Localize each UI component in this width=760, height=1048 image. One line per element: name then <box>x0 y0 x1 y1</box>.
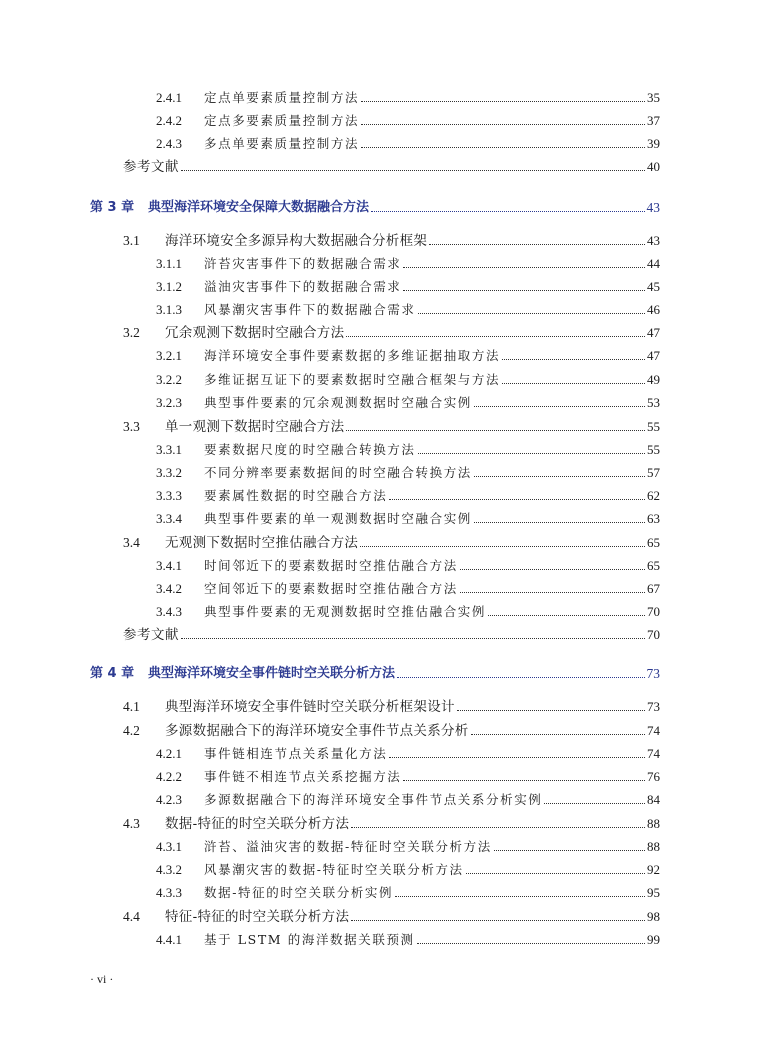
toc-subsection-entry[interactable] <box>156 482 660 504</box>
toc-subsection-entry[interactable] <box>156 763 660 785</box>
toc-dot-leader <box>395 896 645 897</box>
toc-dot-leader <box>466 873 645 874</box>
toc-entry-title: 典型事件要素的无观测数据时空推估融合实例 <box>204 604 487 619</box>
toc-entry-number: 第 3 章 <box>90 200 135 215</box>
toc-entry-page-number: 98 <box>647 909 660 924</box>
toc-entry-title: 不同分辨率要素数据间的时空融合转换方法 <box>204 465 472 480</box>
toc-entry-title: 特征-特征的时空关联分析方法 <box>165 909 350 925</box>
toc-entry-number: 4.3 <box>123 816 140 831</box>
toc-dot-leader <box>361 124 645 125</box>
toc-dot-leader <box>471 734 645 735</box>
toc-entry-number: 3.3.1 <box>156 442 182 457</box>
toc-subsection-entry[interactable] <box>156 107 660 129</box>
toc-subsection-entry[interactable] <box>156 833 660 855</box>
toc-entry-page-number: 49 <box>647 372 660 387</box>
toc-entry-page-number: 44 <box>647 256 660 271</box>
toc-entry-title: 空间邻近下的要素数据时空推估融合方法 <box>204 581 458 596</box>
toc-entry-title: 溢油灾害事件下的数据融合需求 <box>204 279 402 294</box>
toc-subsection-entry[interactable] <box>156 575 660 597</box>
toc-dot-leader <box>346 430 645 431</box>
toc-subsection-entry[interactable] <box>156 856 660 878</box>
toc-dot-leader <box>474 522 645 523</box>
toc-entry-page-number: 73 <box>647 699 660 714</box>
toc-entry-page-number: 73 <box>646 666 660 681</box>
toc-subsection-entry[interactable] <box>156 926 660 948</box>
toc-entry-number: 3.2.2 <box>156 372 182 387</box>
toc-chapter-entry[interactable] <box>90 194 660 216</box>
toc-entry-page-number: 63 <box>647 511 660 526</box>
toc-entry-number: 3.3.2 <box>156 465 182 480</box>
toc-entry-page-number: 84 <box>647 792 660 807</box>
toc-entry-number: 3.4.1 <box>156 558 182 573</box>
toc-entry-page-number: 88 <box>647 839 660 854</box>
toc-entry-number: 第 4 章 <box>90 666 135 681</box>
toc-entry-number: 3.1 <box>123 233 140 248</box>
toc-entry-page-number: 74 <box>647 746 660 761</box>
toc-dot-leader <box>460 569 645 570</box>
toc-entry-page-number: 45 <box>647 279 660 294</box>
toc-subsection-entry[interactable] <box>156 552 660 574</box>
toc-entry-number: 3.2 <box>123 325 140 340</box>
toc-dot-leader <box>360 546 645 547</box>
toc-dot-leader <box>346 336 645 337</box>
toc-entry-page-number: 76 <box>647 769 660 784</box>
toc-dot-leader <box>457 710 645 711</box>
toc-entry-title: 事件链不相连节点关系挖掘方法 <box>204 769 402 784</box>
toc-entry-page-number: 92 <box>647 862 660 877</box>
toc-entry-number: 4.2 <box>123 723 140 738</box>
toc-entry-number: 3.2.1 <box>156 348 182 363</box>
toc-entry-number: 3.4.2 <box>156 581 182 596</box>
toc-entry-number: 4.4 <box>123 909 140 924</box>
toc-entry-title: 海洋环境安全多源异构大数据融合分析框架 <box>165 233 428 249</box>
toc-entry-title: 多源数据融合下的海洋环境安全事件节点关系分析实例 <box>204 792 543 807</box>
toc-entry-title: 要素属性数据的时空融合方法 <box>204 488 388 503</box>
toc-dot-leader <box>389 757 645 758</box>
toc-entry-title: 数据-特征的时空关联分析方法 <box>165 816 350 832</box>
toc-entry-number: 3.1.3 <box>156 302 182 317</box>
toc-dot-leader <box>351 827 645 828</box>
toc-entry-page-number: 35 <box>647 90 660 105</box>
toc-subsection-entry[interactable] <box>156 740 660 762</box>
toc-dot-leader <box>488 615 645 616</box>
toc-entry-title: 数据-特征的时空关联分析实例 <box>204 885 394 900</box>
toc-entry-page-number: 88 <box>647 816 660 831</box>
toc-entry-title: 参考文献 <box>123 159 179 175</box>
toc-entry-number: 4.3.2 <box>156 862 182 877</box>
toc-dot-leader <box>418 313 645 314</box>
toc-entry-page-number: 43 <box>646 200 660 215</box>
toc-entry-number: 4.3.3 <box>156 885 182 900</box>
toc-entry-title: 风暴潮灾害事件下的数据融合需求 <box>204 302 416 317</box>
toc-entry-number: 4.2.2 <box>156 769 182 784</box>
toc-entry-number: 2.4.2 <box>156 113 182 128</box>
toc-entry-page-number: 57 <box>647 465 660 480</box>
toc-subsection-entry[interactable] <box>156 436 660 458</box>
toc-entry-title: 定点多要素质量控制方法 <box>204 113 360 128</box>
toc-dot-leader <box>474 476 645 477</box>
toc-dot-leader <box>361 147 645 148</box>
toc-entry-page-number: 40 <box>647 159 660 174</box>
toc-section-entry[interactable] <box>123 413 660 435</box>
toc-dot-leader <box>389 499 645 500</box>
toc-dot-leader <box>181 638 645 639</box>
toc-entry-title: 典型海洋环境安全保障大数据融合方法 <box>148 200 370 215</box>
toc-entry-title: 浒苔、溢油灾害的数据-特征时空关联分析方法 <box>204 839 492 854</box>
toc-subsection-entry[interactable] <box>156 879 660 901</box>
toc-entry-number: 4.1 <box>123 699 140 714</box>
toc-section-entry[interactable] <box>123 717 660 739</box>
toc-entry-title: 无观测下数据时空推估融合方法 <box>165 535 359 551</box>
toc-subsection-entry[interactable] <box>156 366 660 388</box>
toc-subsection-entry[interactable] <box>156 505 660 527</box>
toc-entry-title: 冗余观测下数据时空融合方法 <box>165 325 345 341</box>
toc-dot-leader <box>351 920 645 921</box>
toc-entry-title: 浒苔灾害事件下的数据融合需求 <box>204 256 402 271</box>
toc-section-entry[interactable] <box>123 693 660 715</box>
toc-entry-title: 参考文献 <box>123 627 179 643</box>
toc-entry-number: 4.4.1 <box>156 932 182 947</box>
toc-entry-number: 3.4.3 <box>156 604 182 619</box>
toc-entry-number: 4.2.1 <box>156 746 182 761</box>
toc-dot-leader <box>494 850 645 851</box>
toc-dot-leader <box>418 453 645 454</box>
toc-entry-page-number: 99 <box>647 932 660 947</box>
toc-subsection-entry[interactable] <box>156 296 660 318</box>
toc-dot-leader <box>181 170 645 171</box>
toc-subsection-entry[interactable] <box>156 84 660 106</box>
toc-subsection-entry[interactable] <box>156 130 660 152</box>
toc-entry-page-number: 53 <box>647 395 660 410</box>
toc-entry-title: 典型事件要素的冗余观测数据时空融合实例 <box>204 395 472 410</box>
toc-dot-leader <box>403 267 645 268</box>
toc-references-entry[interactable] <box>123 621 660 643</box>
toc-dot-leader <box>474 406 645 407</box>
toc-entry-page-number: 65 <box>647 558 660 573</box>
toc-subsection-entry[interactable] <box>156 459 660 481</box>
toc-dot-leader <box>429 244 645 245</box>
toc-entry-title: 典型海洋环境安全事件链时空关联分析方法 <box>148 666 396 681</box>
page-number-footer: · vi · <box>90 972 114 986</box>
toc-section-entry[interactable] <box>123 810 660 832</box>
toc-section-entry[interactable] <box>123 319 660 341</box>
toc-dot-leader <box>361 101 645 102</box>
toc-entry-title: 单一观测下数据时空融合方法 <box>165 419 345 435</box>
toc-dot-leader <box>371 211 644 212</box>
toc-subsection-entry[interactable] <box>156 598 660 620</box>
toc-entry-title: 时间邻近下的要素数据时空推估融合方法 <box>204 558 458 573</box>
toc-entry-number: 2.4.1 <box>156 90 182 105</box>
toc-entry-page-number: 46 <box>647 302 660 317</box>
toc-entry-page-number: 70 <box>647 627 660 642</box>
toc-entry-number: 4.3.1 <box>156 839 182 854</box>
toc-entry-title: 典型事件要素的单一观测数据时空融合实例 <box>204 511 472 526</box>
toc-references-entry[interactable] <box>123 153 660 175</box>
toc-entry-page-number: 37 <box>647 113 660 128</box>
toc-entry-page-number: 55 <box>647 442 660 457</box>
toc-subsection-entry[interactable] <box>156 250 660 272</box>
toc-entry-page-number: 74 <box>647 723 660 738</box>
toc-entry-page-number: 43 <box>647 233 660 248</box>
toc-entry-page-number: 95 <box>647 885 660 900</box>
toc-entry-number: 2.4.3 <box>156 136 182 151</box>
toc-entry-title: 事件链相连节点关系量化方法 <box>204 746 388 761</box>
toc-dot-leader <box>460 592 645 593</box>
toc-entry-title: 海洋环境安全事件要素数据的多维证据抽取方法 <box>204 348 501 363</box>
toc-entry-title: 多点单要素质量控制方法 <box>204 136 360 151</box>
toc-dot-leader <box>403 290 645 291</box>
toc-dot-leader <box>502 383 645 384</box>
toc-section-entry[interactable] <box>123 903 660 925</box>
toc-entry-page-number: 55 <box>647 419 660 434</box>
toc-entry-number: 3.2.3 <box>156 395 182 410</box>
toc-entry-title: 多源数据融合下的海洋环境安全事件节点关系分析 <box>165 723 469 739</box>
toc-entry-title: 要素数据尺度的时空融合转换方法 <box>204 442 416 457</box>
toc-entry-number: 3.1.2 <box>156 279 182 294</box>
toc-chapter-entry[interactable] <box>90 660 660 682</box>
toc-entry-title: 多维证据互证下的要素数据时空融合框架与方法 <box>204 372 501 387</box>
toc-subsection-entry[interactable] <box>156 786 660 808</box>
toc-subsection-entry[interactable] <box>156 342 660 364</box>
toc-entry-page-number: 70 <box>647 604 660 619</box>
toc-entry-number: 3.3.3 <box>156 488 182 503</box>
toc-entry-number: 3.3.4 <box>156 511 182 526</box>
toc-dot-leader <box>417 943 645 944</box>
toc-entry-page-number: 39 <box>647 136 660 151</box>
toc-dot-leader <box>502 359 645 360</box>
toc-subsection-entry[interactable] <box>156 389 660 411</box>
toc-entry-number: 4.2.3 <box>156 792 182 807</box>
toc-dot-leader <box>403 780 645 781</box>
toc-entry-number: 3.1.1 <box>156 256 182 271</box>
toc-entry-page-number: 67 <box>647 581 660 596</box>
toc-entry-title: 基于 LSTM 的海洋数据关联预测 <box>204 932 415 947</box>
toc-entry-title: 风暴潮灾害的数据-特征时空关联分析方法 <box>204 862 464 877</box>
toc-entry-number: 3.4 <box>123 535 140 550</box>
toc-entry-page-number: 62 <box>647 488 660 503</box>
toc-subsection-entry[interactable] <box>156 273 660 295</box>
toc-entry-number: 3.3 <box>123 419 140 434</box>
toc-section-entry[interactable] <box>123 529 660 551</box>
toc-dot-leader <box>544 803 645 804</box>
toc-section-entry[interactable] <box>123 227 660 249</box>
toc-entry-page-number: 47 <box>647 325 660 340</box>
toc-entry-page-number: 65 <box>647 535 660 550</box>
toc-entry-page-number: 47 <box>647 348 660 363</box>
toc-entry-title: 典型海洋环境安全事件链时空关联分析框架设计 <box>165 699 455 715</box>
toc-dot-leader <box>397 677 644 678</box>
toc-entry-title: 定点单要素质量控制方法 <box>204 90 360 105</box>
